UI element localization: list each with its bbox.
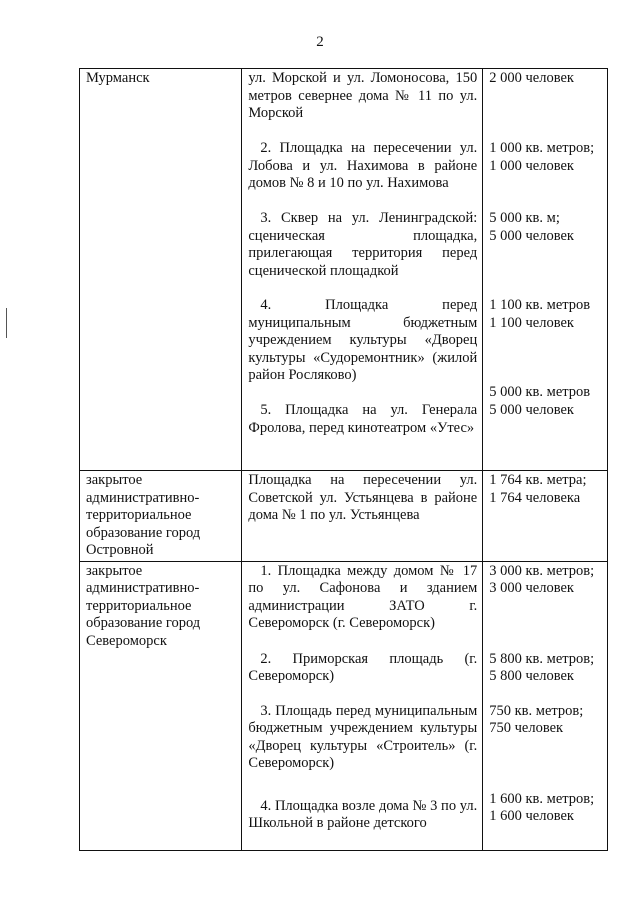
region-name: Мурманск	[86, 70, 150, 86]
region-cell	[80, 561, 242, 850]
capacity-cell	[483, 561, 608, 850]
place-item: 2. Приморская площадь (г. Североморск)	[248, 650, 478, 684]
capacity-line: 5 000 человек	[489, 227, 574, 244]
place-item: 1. Площадка между домом № 17 по ул. Сафонова и зданием администрации ЗАТО г. Североморск (г. Североморск)	[248, 562, 478, 631]
capacity-line: 3 000 человек	[489, 580, 574, 596]
capacity-line: 750 человек	[489, 720, 564, 736]
places-cell	[242, 471, 483, 562]
capacity-line: 1 600 человек	[489, 808, 574, 824]
region-name: закрытое административно-территориальное образование город Североморск	[86, 562, 201, 649]
capacity-line: 1 100 человек	[489, 314, 574, 331]
place-item: 2. Площадка на пересечении ул. Лобова и ул. Нахимова в районе домов № 8 и 10 по ул. Нахимова	[248, 140, 478, 191]
capacity-line: 1 600 кв. метров;	[489, 790, 595, 807]
capacity-line: 5 000 кв. м;	[489, 210, 560, 226]
place-item: ул. Морской и ул. Ломоносова, 150 метров севернее дома № 11 по ул. Морской	[248, 70, 478, 121]
locations-table	[79, 68, 608, 851]
table-row	[80, 69, 608, 471]
table-row	[80, 561, 608, 850]
capacity-line: 5 800 кв. метров;	[489, 650, 595, 667]
capacity-line: 3 000 кв. метров;	[489, 562, 595, 579]
place-item: 3. Площадь перед муниципальным бюджетным учреждением культуры «Дворец культуры «Строитель» (г. Североморск)	[248, 702, 478, 771]
table-row	[80, 471, 608, 562]
capacity-line: 5 000 человек	[489, 401, 574, 418]
capacity-line: 2 000 человек	[489, 70, 574, 86]
place-item: 5. Площадка на ул. Генерала Фролова, перед кинотеатром «Утес»	[248, 402, 478, 436]
capacity-line: 1 000 человек	[489, 157, 574, 174]
region-cell	[80, 471, 242, 562]
capacity-line: 5 800 человек	[489, 668, 574, 684]
capacity-cell	[483, 69, 608, 471]
place-item: 4. Площадка перед муниципальным бюджетным учреждением культуры «Дворец культуры «Судоремонтник» (жилой район Росляково)	[248, 297, 478, 383]
capacity-line: 1 100 кв. метров	[489, 297, 591, 313]
place-item: 4. Площадка возле дома № 3 по ул. Школьной в районе детского	[248, 797, 478, 831]
capacity-line: 1 764 человека	[489, 489, 581, 506]
places-cell	[242, 561, 483, 850]
region-name: закрытое административно-территориальное образование город Островной	[86, 472, 201, 558]
capacity-line: 1 764 кв. метра;	[489, 472, 587, 488]
capacity-cell	[483, 471, 608, 562]
capacity-line: 5 000 кв. метров	[489, 384, 591, 400]
capacity-line: 750 кв. метров;	[489, 702, 584, 719]
scan-margin-mark	[6, 308, 7, 338]
capacity-line: 1 000 кв. метров;	[489, 140, 595, 156]
region-cell	[80, 69, 242, 471]
place-item: Площадка на пересечении ул. Советской ул. Устьянцева в районе дома № 1 по ул. Устьянцева	[248, 472, 478, 523]
page-number: 2	[316, 34, 324, 50]
places-cell	[242, 69, 483, 471]
place-item: 3. Сквер на ул. Ленинградской: сценическая площадка, прилегающая территория перед сценической площадкой	[248, 210, 478, 279]
